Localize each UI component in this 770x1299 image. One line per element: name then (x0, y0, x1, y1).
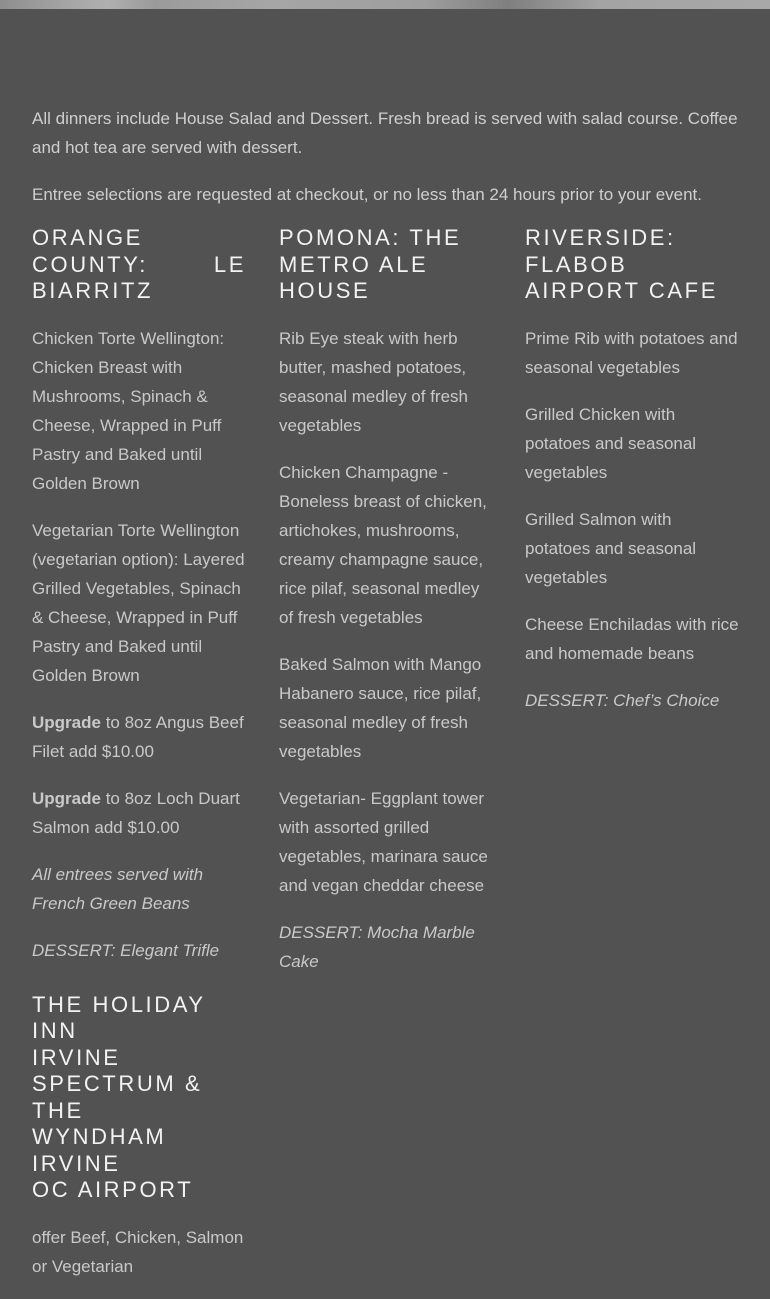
menu-item: Prime Rib with potatoes and seasonal vegetables (525, 328, 738, 377)
upgrade-text: to 8oz Loch Duart Salmon add $10.00 (32, 788, 240, 837)
heading-line: OC AIRPORT (32, 1177, 194, 1202)
entree-note: All entrees served with French Green Beans (32, 864, 204, 913)
dessert-text: DESSERT: Elegant Trifle (32, 940, 220, 960)
menu-item: Grilled Chicken with potatoes and seasonal vegetables (525, 404, 697, 482)
menu-item: Chicken Champagne - Boneless breast of chicken, artichokes, mushrooms, creamy champagne sauce, rice pilaf, seasonal medley of fresh vegetables (279, 462, 487, 627)
dessert-text: DESSERT: Chef’s Choice (525, 690, 720, 710)
menu-item: Vegetarian Torte Wellington (vegetarian option): Layered Grilled Vegetables, Spinach & Cheese, Wrapped in Puff Pastry and Baked until Golden Brown (32, 520, 245, 685)
upgrade-label: Upgrade (32, 712, 101, 732)
dessert-text: DESSERT: Mocha Marble Cake (279, 922, 475, 971)
venue-heading: POMONA: THE METRO ALE HOUSE (279, 225, 462, 303)
upgrade-option (32, 708, 246, 766)
hero-image (0, 0, 770, 9)
heading-line: THE HOLIDAY INN (32, 991, 206, 1043)
heading-line: SPECTRUM & THE (32, 1071, 203, 1123)
upgrade-option (32, 784, 246, 842)
heading-line: IRVINE (32, 1044, 121, 1070)
venue-heading-irvine (32, 992, 246, 1204)
intro-text: All dinners include House Salad and Dessert. Fresh bread is served with salad course. Coffee and hot tea are served with dessert. (32, 109, 738, 157)
upgrade-label: Upgrade (32, 788, 101, 808)
venue-column-orange-county (32, 225, 246, 1299)
menu-item: Grilled Salmon with potatoes and seasonal vegetables (525, 509, 697, 587)
menu-item: Vegetarian- Eggplant tower with assorted grilled vegetables, marinara sauce and vegan cheddar cheese (279, 788, 488, 895)
entree-deadline-text: Entree selections are requested at checkout, or no less than 24 hours prior to your event. (32, 185, 702, 204)
venue-heading: ORANGE COUNTY: LE BIARRITZ (32, 225, 246, 303)
venue-column-pomona (279, 225, 494, 994)
heading-line: WYNDHAM IRVINE (32, 1124, 167, 1176)
menu-item: Rib Eye steak with herb butter, mashed potatoes, seasonal medley of fresh vegetables (279, 328, 468, 435)
intro-section (32, 104, 742, 209)
upgrade-text: to 8oz Angus Beef Filet add $10.00 (32, 712, 244, 761)
menu-item: Chicken Torte Wellington: Chicken Breast with Mushrooms, Spinach & Cheese, Wrapped in Puff Pastry and Baked until Golden Brown (32, 328, 225, 493)
menu-item: Baked Salmon with Mango Habanero sauce, rice pilaf, seasonal medley of fresh vegetables (279, 654, 482, 761)
venue-heading: RIVERSIDE: FLABOB AIRPORT CAFE (525, 225, 718, 303)
venue-column-riverside (525, 225, 739, 733)
venue-description: offer Beef, Chicken, Salmon or Vegetarian (32, 1227, 244, 1276)
menu-item: Cheese Enchiladas with rice and homemade beans (525, 614, 739, 663)
